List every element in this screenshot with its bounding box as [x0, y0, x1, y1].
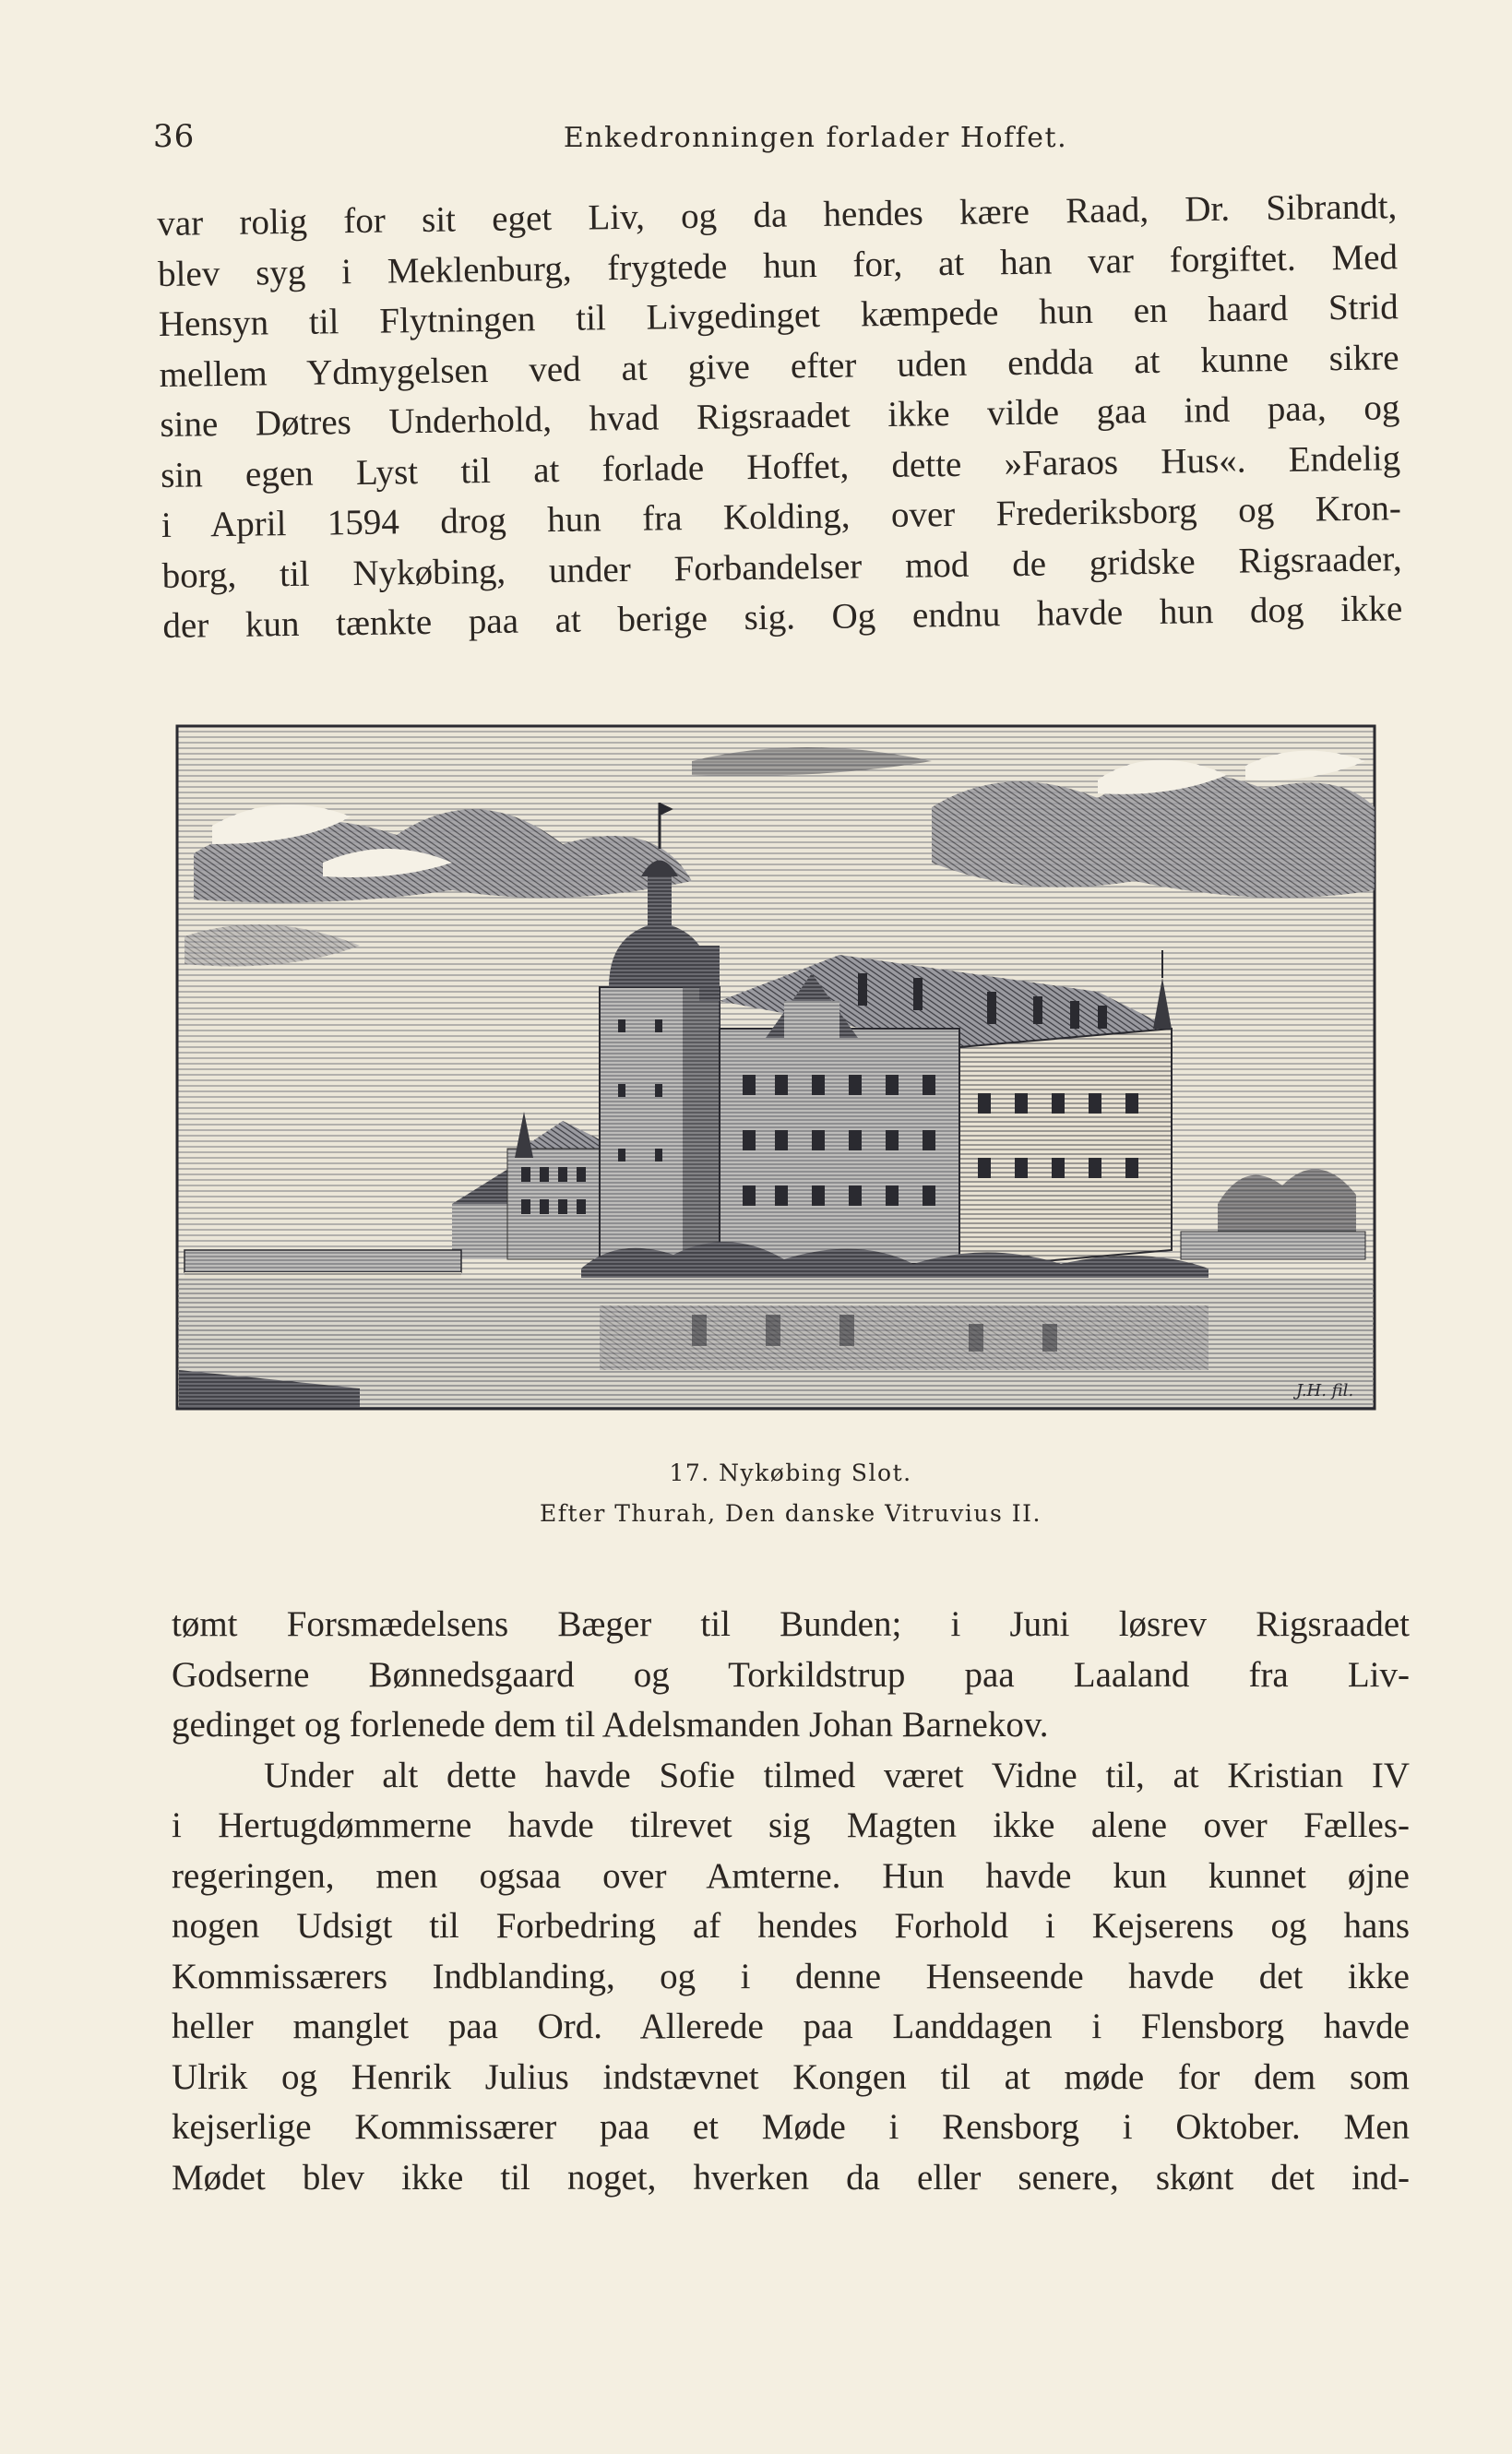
text-line: regeringen, men ogsaa over Amterne. Hun havde kun kunnet øjne [172, 1855, 1410, 1896]
text-line: tømt Forsmædelsens Bæger til Bunden; i Juni løsrev Rigsraadet [172, 1604, 1410, 1644]
text-line: i April 1594 drog hun fra Kolding, over Frederiksborg og Kron- [161, 488, 1402, 545]
top-paragraph [157, 182, 1403, 651]
castle-engraving-image [175, 724, 1376, 1411]
text-line: var rolig for sit eget Liv, og da hendes kære Raad, Dr. Sibrandt, [157, 186, 1398, 244]
castle-engraving [175, 724, 1376, 1411]
page-number: 36 [153, 118, 196, 155]
text-line: Ulrik og Henrik Julius indstævnet Kongen til at møde for dem som [172, 2056, 1410, 2097]
text-line: Hensyn til Flytningen til Livgedinget kæmpede hun en haard Strid [158, 287, 1399, 344]
text-line: heller manglet paa Ord. Allerede paa Landdagen i Flensborg havde [172, 2007, 1410, 2046]
text-line: Mødet blev ikke til noget, hverken da eller senere, skønt det ind- [172, 2157, 1410, 2198]
text-line: i Hertugdømmerne havde tilrevet sig Magten ikke alene over Fælles- [172, 1805, 1410, 1845]
text-line: mellem Ydmygelsen ved at give efter uden endda at kunne sikre [159, 337, 1399, 395]
text-line: Godserne Bønnedsgaard og Torkildstrup paa Laaland fra Liv- [172, 1654, 1410, 1695]
text-line: kejserlige Kommissærer paa et Møde i Rensborg i Oktober. Men [172, 2107, 1410, 2147]
text-line: sine Døtres Underhold, hvad Rigsraadet ikke vilde gaa ind paa, og [160, 387, 1400, 445]
text-line: nogen Udsigt til Forbedring af hendes Forhold i Kejserens og hans [172, 1906, 1410, 1946]
running-title: Enkedronningen forlader Hoffet. [563, 122, 1068, 154]
page-header [153, 118, 1395, 164]
engraver-signature: J.H. fil. [1296, 1381, 1354, 1400]
text-line: Kommissærers Indblanding, og i denne Henseende havde det ikke [172, 1956, 1410, 1996]
text-line: Under alt dette havde Sofie tilmed været Vidne til, at Kristian IV [264, 1755, 1410, 1795]
text-line: blev syg i Meklenburg, frygtede hun for, at han var forgiftet. Med [157, 236, 1399, 294]
text-line: borg, til Nykøbing, under Forbandelser mod de gridske Rigsraader, [161, 538, 1402, 596]
figure-caption-title: 17. Nykøbing Slot. [669, 1459, 912, 1486]
bottom-paragraph [172, 1600, 1410, 2203]
figure-caption-source: Efter Thurah, Den danske Vitruvius II. [540, 1500, 1042, 1527]
text-line: gedinget og forlenede dem til Adelsmanden Johan Barnekov. [172, 1705, 1049, 1745]
text-line: sin egen Lyst til at forlade Hoffet, dette »Faraos Hus«. Endelig [160, 437, 1401, 495]
moat-water [179, 1278, 1373, 1407]
main-wing [720, 950, 1172, 1269]
text-line: der kun tænkte paa at berige sig. Og endnu havde hun dog ikke [162, 589, 1403, 646]
